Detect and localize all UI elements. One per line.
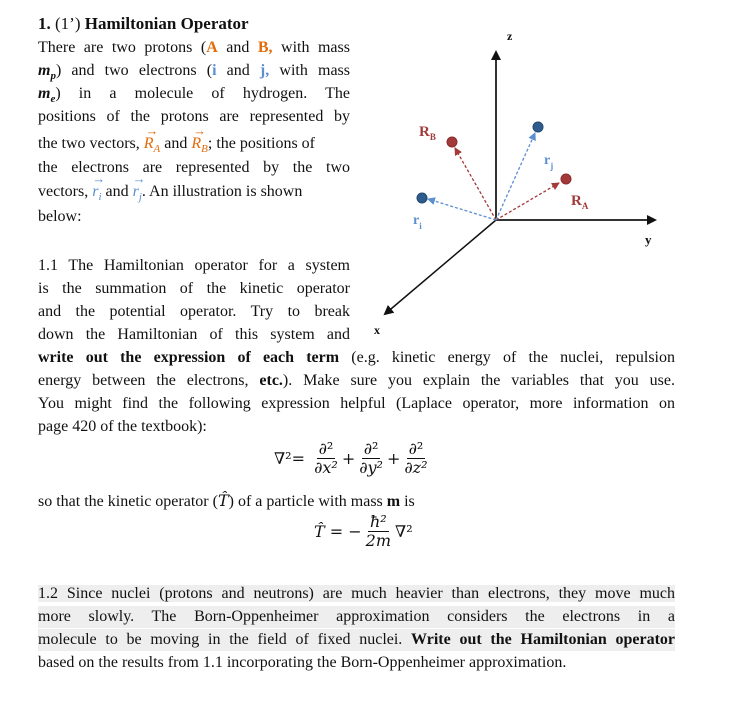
text: B: [201, 143, 208, 156]
text: and: [101, 183, 133, 200]
text: energy between the electrons,: [38, 372, 260, 389]
text: ; the positions of: [207, 135, 315, 152]
text: ∂²: [408, 439, 424, 458]
proton-b-dot: [447, 137, 457, 147]
text: Write out the Hamiltonian operator: [411, 631, 675, 648]
intro-line-8: below:: [38, 208, 82, 225]
part-1-1-line-2: is the summation of the kinetic operator: [38, 280, 350, 297]
text: ) of a particle with mass: [228, 493, 387, 510]
rj-label: $r_j$: [544, 153, 554, 171]
intro-line-6: the electrons are represented by the two: [38, 159, 350, 176]
ri-label: $r_i$: [413, 213, 422, 231]
text: is: [400, 493, 415, 510]
text: ∂y²: [359, 458, 383, 477]
vector-ra-arrow: [496, 183, 559, 220]
text: with mass: [272, 39, 350, 56]
kinetic-operator-text: [38, 490, 415, 513]
part-1-1-line-5: [38, 347, 675, 369]
electron-i-label: i: [212, 62, 217, 79]
text: ħ²: [369, 512, 387, 531]
text: vectors,: [38, 183, 93, 200]
electron-j-label: j,: [259, 62, 270, 79]
laplace-equation: [274, 440, 431, 477]
text: j: [138, 191, 142, 204]
text: T̂ = −: [314, 522, 362, 541]
z-axis-label: z: [507, 29, 513, 43]
part-1-2-line-2: more slowly. The Born-Oppenheimer approximation considers the electrons in a: [38, 606, 675, 628]
text: etc.: [259, 372, 283, 389]
text: 1.2 Since nuclei (protons and neutrons) are much heavier than electrons, they move much: [38, 585, 675, 602]
text: so that the kinetic operator (: [38, 493, 218, 510]
y-axis-label: y: [645, 232, 652, 247]
electron-i-dot: [417, 193, 427, 203]
text: R: [143, 135, 154, 152]
text: ) and two electrons (: [55, 62, 213, 79]
part-1-2-line-3: [38, 629, 675, 651]
text: and: [216, 62, 260, 79]
electron-j-dot: [533, 122, 543, 132]
text: (e.g. kinetic energy of the nuclei, repulsion: [339, 349, 675, 366]
question-points: (1’): [55, 14, 81, 33]
kinetic-equation: [314, 513, 413, 550]
text: ∇²: [395, 522, 413, 541]
text: m: [386, 493, 401, 510]
question-number: 1.: [38, 14, 51, 33]
fraction: [357, 440, 385, 477]
text: ∇²=: [274, 449, 305, 468]
electron-mass-symbol: $m_e$: [38, 85, 56, 106]
text: ∂²: [318, 439, 334, 458]
text: molecule to be moving in the field of fixed nuclei.: [38, 631, 412, 648]
text: ∂z²: [404, 458, 428, 477]
proton-a-dot: [561, 174, 571, 184]
text: the two vectors,: [38, 135, 144, 152]
part-1-1-line-4: down the Hamiltonian of this system and: [38, 326, 350, 343]
text: ∂x²: [314, 458, 338, 477]
intro-line-4: positions of the protons are represented by: [38, 108, 350, 125]
text: R: [191, 135, 202, 152]
text: i: [98, 191, 102, 204]
proton-mass-symbol: $m_p$: [38, 62, 56, 83]
text: . An illustration is shown: [141, 183, 303, 200]
instruction-bold: write out the expression of each term: [38, 349, 340, 366]
x-axis-label: x: [374, 323, 380, 337]
text: 2m: [365, 531, 392, 550]
text: r: [92, 183, 99, 200]
ra-label: $R_A$: [571, 193, 589, 211]
text: with mass: [269, 62, 350, 79]
part-1-1-line-3: and the potential operator. Try to break: [38, 303, 350, 320]
part-1-1-line-6: [38, 370, 675, 392]
text: T̂: [217, 491, 229, 510]
text: and: [217, 39, 258, 56]
text: There are two protons (: [38, 39, 207, 56]
part-1-2-line-1: [38, 583, 675, 605]
part-1-1-line-1: 1.1 The Hamiltonian operator for a system: [38, 257, 350, 274]
text: and: [160, 135, 192, 152]
x-axis: [385, 220, 496, 314]
part-1-1-line-8: page 420 of the textbook):: [38, 418, 207, 435]
rb-label: $R_B$: [419, 124, 436, 142]
part-1-1-line-7: You might find the following expression helpful (Laplace operator, more information on: [38, 395, 675, 412]
fraction: [402, 440, 429, 477]
question-title: Hamiltonian Operator: [84, 14, 249, 33]
part-1-2-line-4: based on the results from 1.1 incorporating the Born-Oppenheimer approximation.: [38, 654, 567, 671]
text: ) in a molecule of hydrogen. The: [55, 85, 350, 102]
text: r: [132, 183, 139, 200]
vector-rj-arrow: [496, 133, 535, 220]
text: A: [153, 143, 161, 156]
text: ). Make sure you explain the variables that you use.: [282, 372, 676, 389]
text: +: [341, 449, 356, 468]
proton-a-label: A: [206, 39, 218, 56]
fraction: [364, 513, 393, 550]
fraction: [312, 440, 340, 477]
text: +: [386, 449, 401, 468]
text: ∂²: [363, 439, 379, 458]
proton-b-label: B,: [257, 39, 273, 56]
